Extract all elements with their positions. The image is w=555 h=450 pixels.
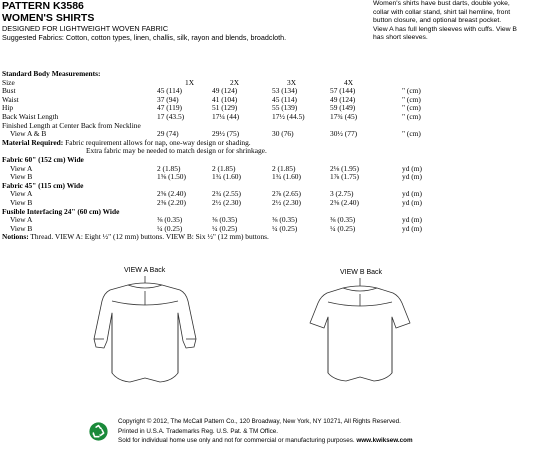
cell: ⅜ (0.35) <box>212 215 238 225</box>
material-required-label: Material Required: <box>2 137 64 147</box>
pattern-title: WOMEN'S SHIRTS <box>2 12 95 24</box>
cell: 45 (114) <box>272 94 297 104</box>
cell: 17¾ (45) <box>330 111 358 121</box>
description-line: View A has full length sleeves with cuffs. View B <box>373 25 517 33</box>
row-label: View B <box>10 197 33 207</box>
cell: ¼ (0.25) <box>157 223 183 233</box>
view-b-back-label: VIEW B Back <box>340 269 383 276</box>
cell: 1¾ (1.60) <box>212 172 241 182</box>
view-b-shirt-drawing <box>310 286 410 381</box>
view-a-shirt-drawing <box>94 283 196 382</box>
cell: ¼ (0.25) <box>272 223 298 233</box>
size-heading: 4X <box>344 77 354 87</box>
material-note: Fabric requirement allows for nap, one-way design or shading. <box>65 137 251 147</box>
table-row <box>2 173 542 182</box>
notions <box>2 233 542 242</box>
description-line: button closure, and optional breast pocket. <box>373 17 502 25</box>
cell: 2½ (2.30) <box>212 197 241 207</box>
description-line: Women's shirts have bust darts, double yoke, <box>373 0 510 7</box>
cell: 49 (124) <box>212 86 238 96</box>
cell: 47 (119) <box>157 103 182 113</box>
unit: " (cm) <box>402 103 421 113</box>
cell: 2 (1.85) <box>212 163 236 173</box>
cell: ⅜ (0.35) <box>272 215 298 225</box>
unit: yd (m) <box>402 223 422 233</box>
cell: ¼ (0.25) <box>330 223 356 233</box>
size-label: Size <box>2 77 15 87</box>
trademark-line: Printed in U.S.A. Trademarks Reg. U.S. Pat. & TM Office. <box>118 427 279 435</box>
unit: " (cm) <box>402 111 421 121</box>
row-label: View B <box>10 172 33 182</box>
notions-text: Thread. VIEW A: Eight ½" (12 mm) buttons. VIEW B: Six ½" (12 mm) buttons. <box>28 232 269 242</box>
description-line: has short sleeves. <box>373 34 428 42</box>
unit: yd (m) <box>402 163 422 173</box>
fabric-section-heading: Fabric 60" (152 cm) Wide <box>2 154 84 164</box>
notions-label: Notions: <box>2 232 29 242</box>
recycle-icon <box>89 422 108 441</box>
cell: 2 (1.85) <box>157 163 181 173</box>
cell: 1¾ (1.60) <box>272 172 301 182</box>
measurements-heading: Standard Body Measurements: <box>2 69 101 78</box>
unit: yd (m) <box>402 189 422 199</box>
designed-for-text: DESIGNED FOR LIGHTWEIGHT WOVEN FABRIC <box>2 24 169 33</box>
material-note-2: Extra fabric may be needed to match design or for shrinkage. <box>86 146 267 156</box>
cell: 45 (114) <box>157 86 182 96</box>
cell: 30½ (77) <box>330 129 358 139</box>
shirt-illustrations <box>0 255 555 405</box>
material-required <box>2 139 542 148</box>
cell: 29 (74) <box>157 129 179 139</box>
row-label: Bust <box>2 86 16 96</box>
footer-text <box>118 417 413 446</box>
size-heading: 1X <box>185 77 195 87</box>
copyright-line: Copyright © 2012, The McCall Pattern Co., 120 Broadway, New York, NY 10271, All Rights Reserved. <box>118 418 401 425</box>
cell: ⅜ (0.35) <box>330 215 356 225</box>
unit: yd (m) <box>402 215 422 225</box>
unit: yd (m) <box>402 197 422 207</box>
cell: 3 (2.75) <box>330 189 354 199</box>
cell: 2⅞ (2.65) <box>272 189 301 199</box>
row-label: Hip <box>2 103 14 113</box>
cell: 2 (1.85) <box>272 163 296 173</box>
finished-length-label: Finished Length at Center Back from Neckline <box>2 120 141 130</box>
cell: 49 (124) <box>330 94 356 104</box>
cell: 1⅞ (1.75) <box>330 172 359 182</box>
cell: 30 (76) <box>272 129 294 139</box>
description-line: collar with collar stand, shirt tail hemline, front <box>373 8 511 16</box>
row-label: View A & B <box>10 129 47 139</box>
cell: 59 (149) <box>330 103 356 113</box>
measurement-chart <box>2 70 542 242</box>
unit: " (cm) <box>402 129 421 139</box>
cell: 2½ (2.30) <box>272 197 301 207</box>
size-heading: 2X <box>230 77 240 87</box>
cell: 2⅛ (1.95) <box>330 163 359 173</box>
website-link[interactable]: www.kwiksew.com <box>356 437 413 444</box>
unit: yd (m) <box>402 172 422 182</box>
cell: 57 (144) <box>330 86 356 96</box>
cell: 37 (94) <box>157 94 179 104</box>
cell: 53 (134) <box>272 86 298 96</box>
cell: 17½ (44.5) <box>272 111 305 121</box>
row-label: View A <box>10 189 33 199</box>
cell: 2¾ (2.55) <box>212 189 241 199</box>
fabric-section-heading: Fabric 45" (115 cm) Wide <box>2 180 84 190</box>
view-a-back-label: VIEW A Back <box>124 267 166 274</box>
cell: 29½ (75) <box>212 129 240 139</box>
unit: " (cm) <box>402 94 421 104</box>
row-label: View B <box>10 223 33 233</box>
suggested-fabrics-text: Suggested Fabrics: Cotton, cotton types, linen, challis, silk, rayon and blends, broadcloth. <box>2 33 287 42</box>
pattern-description <box>373 0 555 43</box>
footer <box>0 405 555 450</box>
cell: 2⅜ (2.20) <box>157 197 186 207</box>
cell: 2⅝ (2.40) <box>330 197 359 207</box>
size-heading: 3X <box>287 77 297 87</box>
cell: 55 (139) <box>272 103 298 113</box>
row-label: Back Waist Length <box>2 111 59 121</box>
usage-text: Sold for individual home use only and not for commercial or manufacturing purposes. <box>118 437 357 444</box>
cell: 41 (104) <box>212 94 238 104</box>
cell: 17 (43.5) <box>157 111 185 121</box>
row-label: Waist <box>2 94 19 104</box>
unit: " (cm) <box>402 86 421 96</box>
usage-line <box>118 436 413 446</box>
row-label: View A <box>10 163 33 173</box>
row-label: View A <box>10 215 33 225</box>
cell: ⅜ (0.35) <box>157 215 183 225</box>
cell: 17¼ (44) <box>212 111 240 121</box>
cell: 51 (129) <box>212 103 238 113</box>
cell: ¼ (0.25) <box>212 223 238 233</box>
cell: 2⅝ (2.40) <box>157 189 186 199</box>
pattern-number: PATTERN K3586 <box>2 0 84 12</box>
fabric-section-heading: Fusible Interfacing 24" (60 cm) Wide <box>2 206 120 216</box>
cell: 1⅝ (1.50) <box>157 172 186 182</box>
garment-drawings <box>0 255 555 405</box>
